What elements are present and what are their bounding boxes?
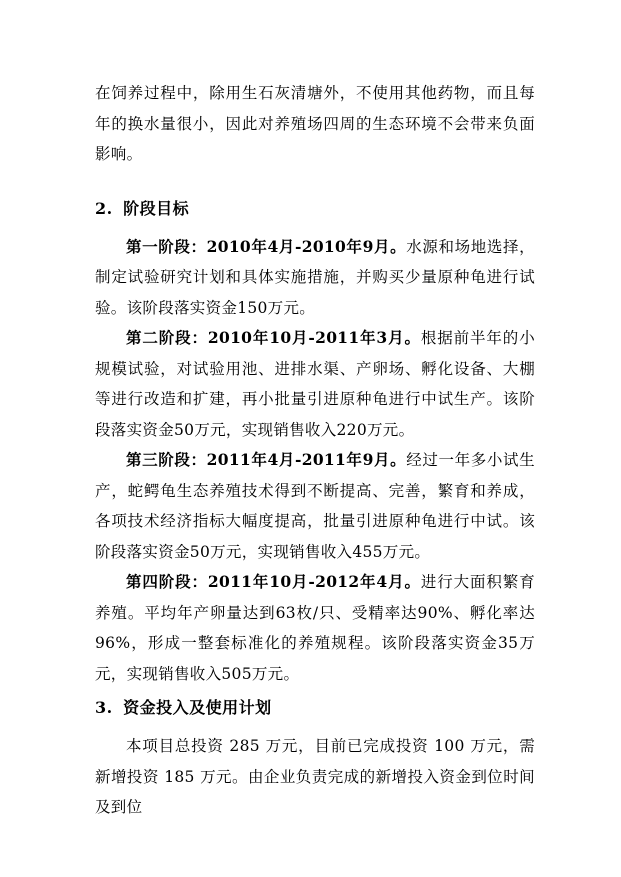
stage-paragraph <box>95 323 535 445</box>
document-page <box>95 78 535 823</box>
section-heading-stage-goals <box>95 194 535 224</box>
stage-paragraph <box>95 445 535 567</box>
stage-text: 经过一年多小试生产，蛇鳄龟生态养殖技术得到不断提高、完善，繁育和养成，各项技术经济指标大幅度提高，批量引进原种龟进行中试。该阶段落实资金50万元，实现销售收入455万元。 <box>95 451 535 561</box>
stage-label: 第四阶段：2011年10月-2012年4月。 <box>126 572 421 591</box>
section-title: 资金投入及使用计划 <box>123 698 272 717</box>
stage-paragraph <box>95 567 535 689</box>
section-heading-funding-plan <box>95 693 535 723</box>
stage-label: 第二阶段：2010年10月-2011年3月。 <box>126 328 421 347</box>
section-number: 2. <box>95 198 113 218</box>
section-title: 阶段目标 <box>123 198 190 218</box>
section-number: 3. <box>95 698 113 717</box>
stage-label: 第三阶段：2011年4月-2011年9月。 <box>126 450 407 469</box>
stage-text: 根据前半年的小规模试验，对试验用池、进排水渠、产卵场、孵化设备、大棚等进行改造和扩建，再小批量引进原种龟进行中试生产。该阶段落实资金50万元，实现销售收入220万元。 <box>95 329 535 439</box>
intro-paragraph: 在饲养过程中，除用生石灰清塘外，不使用其他药物，而且每年的换水量很小，因此对养殖场四周的生态环境不会带来负面影响。 <box>95 84 535 163</box>
stage-text: 进行大面积繁育养殖。平均年产卵量达到63枚/只、受精率达90%、孵化率达96%，形成一整套标准化的养殖规程。该阶段落实资金35万元，实现销售收入505万元。 <box>95 573 535 683</box>
funding-paragraph: 本项目总投资 285 万元，目前已完成投资 100 万元，需新增投资 185 万元。由企业负责完成的新增投入资金到位时间及到位 <box>95 737 535 816</box>
stage-paragraph <box>95 232 535 324</box>
stage-text: 水源和场地选择，制定试验研究计划和具体实施措施，并购买少量原种龟进行试验。该阶段落实资金150万元。 <box>95 237 535 317</box>
stage-label: 第一阶段：2010年4月-2010年9月。 <box>126 236 407 256</box>
